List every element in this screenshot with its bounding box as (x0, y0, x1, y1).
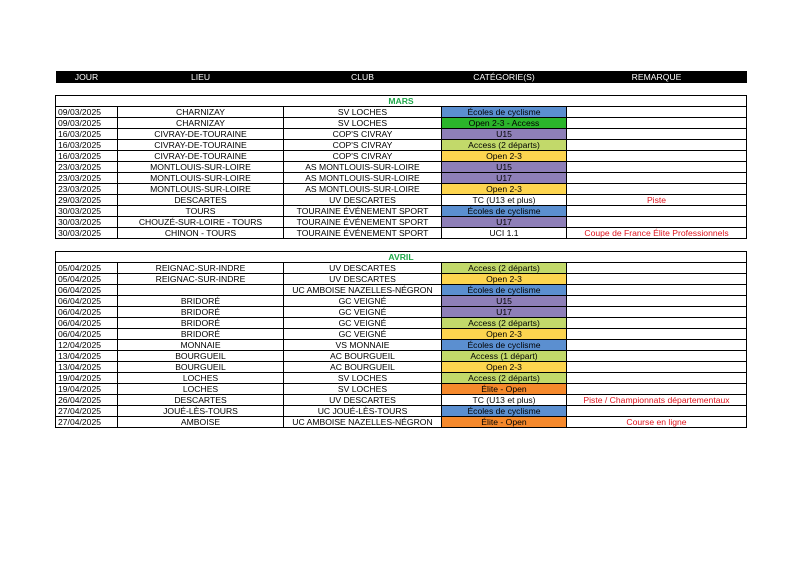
lieu-cell: TOURS (118, 206, 284, 217)
table-row (56, 406, 747, 417)
club-cell: VS MONNAIE (284, 340, 442, 351)
remark-cell (567, 274, 747, 285)
remark-cell (567, 151, 747, 162)
lieu-cell: CIVRAY-DE-TOURAINE (118, 129, 284, 140)
club-cell: GC VEIGNÉ (284, 329, 442, 340)
remark-cell: Piste (567, 195, 747, 206)
date-cell: 16/03/2025 (56, 151, 118, 162)
section-spacer (56, 239, 747, 252)
table-row (56, 340, 747, 351)
club-cell: UV DESCARTES (284, 263, 442, 274)
category-cell: Élite - Open (442, 417, 567, 428)
lieu-cell: REIGNAC-SUR-INDRE (118, 274, 284, 285)
category-cell: U17 (442, 173, 567, 184)
date-cell: 27/04/2025 (56, 417, 118, 428)
header-categories: CATÉGORIE(S) (442, 71, 567, 83)
table-row (56, 274, 747, 285)
table-row (56, 384, 747, 395)
date-cell: 19/04/2025 (56, 373, 118, 384)
lieu-cell: AMBOISE (118, 417, 284, 428)
date-cell: 16/03/2025 (56, 140, 118, 151)
club-cell: COP'S CIVRAY (284, 151, 442, 162)
date-cell: 19/04/2025 (56, 384, 118, 395)
remark-cell (567, 107, 747, 118)
category-cell: U15 (442, 296, 567, 307)
club-cell: AC BOURGUEIL (284, 362, 442, 373)
lieu-cell: CHINON - TOURS (118, 228, 284, 239)
date-cell: 27/04/2025 (56, 406, 118, 417)
table-row (56, 173, 747, 184)
category-cell: Écoles de cyclisme (442, 206, 567, 217)
table-row (56, 395, 747, 406)
table-row (56, 285, 747, 296)
remark-cell (567, 318, 747, 329)
table-row (56, 206, 747, 217)
category-cell: U15 (442, 162, 567, 173)
club-cell: TOURAINE ÉVÉNEMENT SPORT (284, 217, 442, 228)
lieu-cell: BOURGUEIL (118, 351, 284, 362)
lieu-cell: MONNAIE (118, 340, 284, 351)
header-jour: JOUR (56, 71, 118, 83)
date-cell: 23/03/2025 (56, 184, 118, 195)
remark-cell: Coupe de France Élite Professionnels (567, 228, 747, 239)
lieu-cell: DESCARTES (118, 395, 284, 406)
lieu-cell: DESCARTES (118, 195, 284, 206)
category-cell: Écoles de cyclisme (442, 406, 567, 417)
lieu-cell: LOCHES (118, 373, 284, 384)
header-remarque: REMARQUE (567, 71, 747, 83)
month-header-row (56, 252, 747, 263)
date-cell: 06/04/2025 (56, 318, 118, 329)
club-cell: SV LOCHES (284, 384, 442, 395)
remark-cell (567, 162, 747, 173)
remark-cell (567, 184, 747, 195)
date-cell: 30/03/2025 (56, 206, 118, 217)
table-row (56, 107, 747, 118)
category-cell: TC (U13 et plus) (442, 195, 567, 206)
date-cell: 16/03/2025 (56, 129, 118, 140)
month-title: MARS (56, 96, 747, 107)
remark-cell (567, 217, 747, 228)
header-club: CLUB (284, 71, 442, 83)
club-cell: SV LOCHES (284, 373, 442, 384)
lieu-cell: CIVRAY-DE-TOURAINE (118, 140, 284, 151)
category-cell: UCI 1.1 (442, 228, 567, 239)
table-row (56, 118, 747, 129)
date-cell: 23/03/2025 (56, 162, 118, 173)
club-cell: GC VEIGNÉ (284, 296, 442, 307)
remark-cell (567, 362, 747, 373)
table-header (56, 71, 747, 83)
table-row (56, 217, 747, 228)
table-row (56, 329, 747, 340)
header-lieu: LIEU (118, 71, 284, 83)
remark-cell: Piste / Championnats départementaux (567, 395, 747, 406)
club-cell: TOURAINE ÉVÉNEMENT SPORT (284, 206, 442, 217)
date-cell: 05/04/2025 (56, 263, 118, 274)
club-cell: COP'S CIVRAY (284, 129, 442, 140)
race-calendar-table (55, 71, 747, 428)
club-cell: UC AMBOISE NAZELLES-NÉGRON (284, 417, 442, 428)
category-cell: Open 2-3 - Access (442, 118, 567, 129)
remark-cell (567, 406, 747, 417)
lieu-cell: REIGNAC-SUR-INDRE (118, 263, 284, 274)
remark-cell (567, 263, 747, 274)
category-cell: Open 2-3 (442, 362, 567, 373)
remark-cell (567, 285, 747, 296)
lieu-cell: BRIDORÉ (118, 307, 284, 318)
lieu-cell: CHARNIZAY (118, 107, 284, 118)
remark-cell (567, 340, 747, 351)
spacer-cell (56, 83, 747, 96)
table-row (56, 417, 747, 428)
date-cell: 30/03/2025 (56, 228, 118, 239)
lieu-cell: BRIDORÉ (118, 296, 284, 307)
category-cell: Access (2 départs) (442, 318, 567, 329)
remark-cell (567, 307, 747, 318)
table-row (56, 362, 747, 373)
club-cell: UV DESCARTES (284, 395, 442, 406)
lieu-cell: JOUÉ-LÈS-TOURS (118, 406, 284, 417)
date-cell: 30/03/2025 (56, 217, 118, 228)
category-cell: U17 (442, 307, 567, 318)
club-cell: SV LOCHES (284, 107, 442, 118)
lieu-cell: CHARNIZAY (118, 118, 284, 129)
table-row (56, 162, 747, 173)
table-row (56, 296, 747, 307)
category-cell: Access (2 départs) (442, 140, 567, 151)
club-cell: AS MONTLOUIS-SUR-LOIRE (284, 162, 442, 173)
category-cell: Écoles de cyclisme (442, 285, 567, 296)
category-cell: TC (U13 et plus) (442, 395, 567, 406)
table-row (56, 318, 747, 329)
club-cell: UV DESCARTES (284, 274, 442, 285)
remark-cell (567, 118, 747, 129)
remark-cell (567, 373, 747, 384)
table-row (56, 184, 747, 195)
date-cell: 09/03/2025 (56, 107, 118, 118)
table-row (56, 195, 747, 206)
club-cell: COP'S CIVRAY (284, 140, 442, 151)
date-cell: 29/03/2025 (56, 195, 118, 206)
club-cell: GC VEIGNÉ (284, 307, 442, 318)
category-cell: Open 2-3 (442, 274, 567, 285)
date-cell: 06/04/2025 (56, 296, 118, 307)
date-cell: 09/03/2025 (56, 118, 118, 129)
category-cell: Access (1 départ) (442, 351, 567, 362)
table-body (56, 83, 747, 428)
category-cell: Open 2-3 (442, 151, 567, 162)
remark-cell (567, 384, 747, 395)
date-cell: 26/04/2025 (56, 395, 118, 406)
lieu-cell: BRIDORÉ (118, 329, 284, 340)
remark-cell (567, 351, 747, 362)
section-spacer (56, 83, 747, 96)
remark-cell (567, 206, 747, 217)
lieu-cell: LOCHES (118, 384, 284, 395)
table-row (56, 307, 747, 318)
club-cell: SV LOCHES (284, 118, 442, 129)
table-row (56, 228, 747, 239)
club-cell: AC BOURGUEIL (284, 351, 442, 362)
remark-cell (567, 140, 747, 151)
lieu-cell: BOURGUEIL (118, 362, 284, 373)
date-cell: 05/04/2025 (56, 274, 118, 285)
table-row (56, 129, 747, 140)
date-cell: 06/04/2025 (56, 285, 118, 296)
club-cell: AS MONTLOUIS-SUR-LOIRE (284, 173, 442, 184)
club-cell: AS MONTLOUIS-SUR-LOIRE (284, 184, 442, 195)
date-cell: 06/04/2025 (56, 307, 118, 318)
remark-cell (567, 129, 747, 140)
category-cell: Open 2-3 (442, 329, 567, 340)
category-cell: Écoles de cyclisme (442, 107, 567, 118)
table-row (56, 351, 747, 362)
spacer-cell (56, 239, 747, 252)
table-row (56, 140, 747, 151)
category-cell: U17 (442, 217, 567, 228)
lieu-cell: BRIDORÉ (118, 318, 284, 329)
category-cell: Élite - Open (442, 384, 567, 395)
club-cell: UV DESCARTES (284, 195, 442, 206)
category-cell: Open 2-3 (442, 184, 567, 195)
calendar-sheet (55, 71, 746, 428)
remark-cell (567, 173, 747, 184)
category-cell: Écoles de cyclisme (442, 340, 567, 351)
month-title: AVRIL (56, 252, 747, 263)
club-cell: UC AMBOISE NAZELLES-NÉGRON (284, 285, 442, 296)
table-row (56, 373, 747, 384)
month-header-row (56, 96, 747, 107)
club-cell: UC JOUÉ-LÈS-TOURS (284, 406, 442, 417)
lieu-cell: CHOUZÉ-SUR-LOIRE - TOURS (118, 217, 284, 228)
club-cell: GC VEIGNÉ (284, 318, 442, 329)
category-cell: Access (2 départs) (442, 373, 567, 384)
date-cell: 06/04/2025 (56, 329, 118, 340)
lieu-cell (118, 285, 284, 296)
remark-cell: Course en ligne (567, 417, 747, 428)
lieu-cell: MONTLOUIS-SUR-LOIRE (118, 173, 284, 184)
table-row (56, 263, 747, 274)
club-cell: TOURAINE ÉVÉNEMENT SPORT (284, 228, 442, 239)
table-row (56, 151, 747, 162)
remark-cell (567, 296, 747, 307)
lieu-cell: CIVRAY-DE-TOURAINE (118, 151, 284, 162)
remark-cell (567, 329, 747, 340)
lieu-cell: MONTLOUIS-SUR-LOIRE (118, 184, 284, 195)
date-cell: 13/04/2025 (56, 362, 118, 373)
date-cell: 12/04/2025 (56, 340, 118, 351)
category-cell: U15 (442, 129, 567, 140)
date-cell: 13/04/2025 (56, 351, 118, 362)
date-cell: 23/03/2025 (56, 173, 118, 184)
category-cell: Access (2 départs) (442, 263, 567, 274)
lieu-cell: MONTLOUIS-SUR-LOIRE (118, 162, 284, 173)
